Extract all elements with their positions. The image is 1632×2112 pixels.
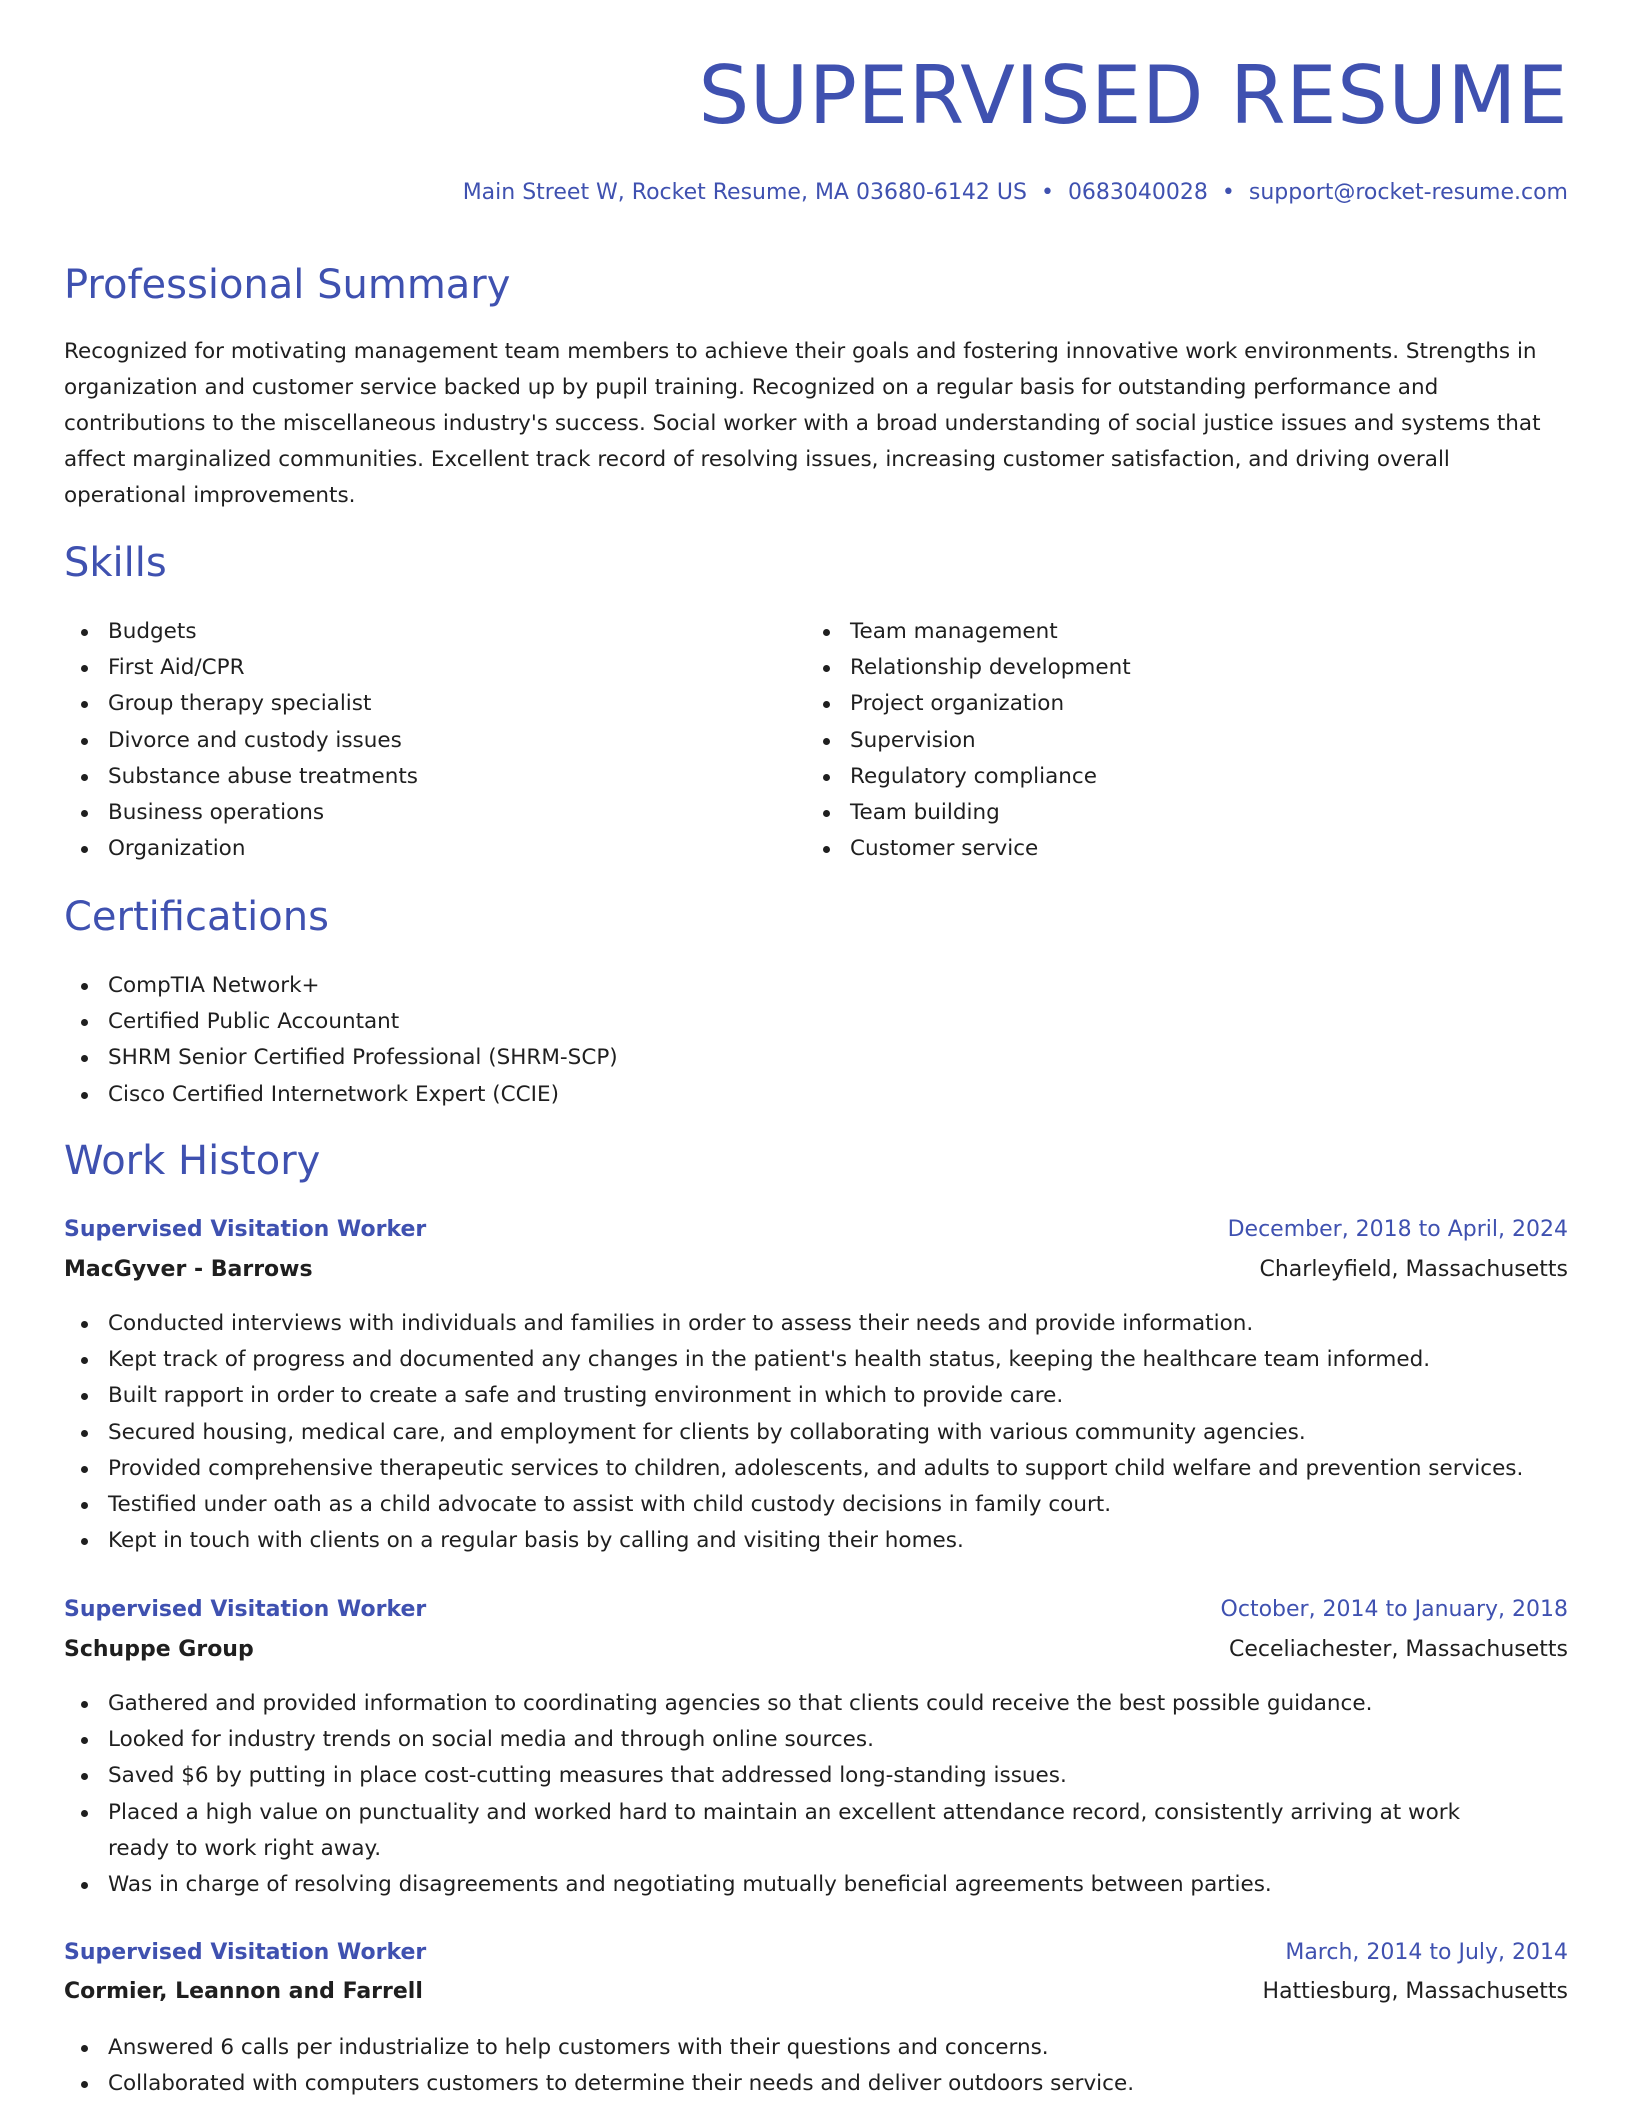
job-location: Hattiesburg, Massachusetts <box>1262 1979 1568 2004</box>
section-heading-skills: Skills <box>64 540 167 586</box>
contact-address: Main Street W, Rocket Resume, MA 03680-6142 US <box>462 180 1027 205</box>
contact-line <box>463 180 1568 205</box>
summary-text: Recognized for motivating management team members to achieve their goals and fostering innovative work environments. Strengths in organization and customer service backed up by pupil training. Recognized on a regular basis for outstanding performance and contributions to the miscellaneous industry's success. Social worker with a broad understanding of social justice issues and systems that affect marginalized communities. Excellent track record of resolving issues, increasing customer satisfaction, and driving overall operational improvements. <box>64 339 1541 508</box>
job-bullet-list <box>64 1306 1523 1559</box>
job-dates: March, 2014 to July, 2014 <box>1285 1940 1568 1965</box>
job-bullet: Placed a high value on punctuality and worked hard to maintain an excellent attendance record, consistently arriving at work ready to work right away. <box>64 1795 1568 1867</box>
job-bullet: Kept in touch with clients on a regular basis by calling and visiting their homes. <box>64 1523 1523 1559</box>
job-bullet: Testified under oath as a child advocate to assist with child custody decisions in family court. <box>64 1487 1523 1523</box>
skill-item: Regulatory compliance <box>806 759 1131 795</box>
job-bullet: Answered 6 calls per industrialize to help customers with their questions and concerns. <box>64 2030 1134 2066</box>
certifications-list <box>64 968 618 1113</box>
skill-item: Substance abuse treatments <box>64 759 418 795</box>
contact-separator: • <box>1221 180 1235 205</box>
job-title: Supervised Visitation Worker <box>64 1597 427 1622</box>
job-bullet: Was in charge of resolving disagreements and negotiating mutually beneficial agreements between parties. <box>64 1867 1568 1903</box>
job-bullet: Built rapport in order to create a safe and trusting environment in which to provide care. <box>64 1378 1523 1414</box>
contact-email[interactable]: support@rocket-resume.com <box>1248 180 1568 205</box>
skill-item: Divorce and custody issues <box>64 723 418 759</box>
job-dates: December, 2018 to April, 2024 <box>1227 1217 1568 1242</box>
job-bullet: Kept track of progress and documented any changes in the patient's health status, keeping the healthcare team informed. <box>64 1342 1523 1378</box>
skill-item: Team management <box>806 614 1131 650</box>
skill-item: Supervision <box>806 723 1131 759</box>
job-bullet-list <box>64 1686 1568 1903</box>
job-bullet-list <box>64 2030 1134 2102</box>
skill-item: Budgets <box>64 614 418 650</box>
job-bullet: Secured housing, medical care, and employment for clients by collaborating with various community agencies. <box>64 1415 1523 1451</box>
section-heading-summary: Professional Summary <box>64 262 511 308</box>
skill-item: Group therapy specialist <box>64 686 418 722</box>
job-location: Ceceliachester, Massachusetts <box>1228 1637 1568 1662</box>
certification-item: SHRM Senior Certified Professional (SHRM-SCP) <box>64 1040 618 1076</box>
job-bullet: Conducted interviews with individuals and families in order to assess their needs and provide information. <box>64 1306 1523 1342</box>
skills-list-right <box>806 614 1131 867</box>
skill-item: Customer service <box>806 831 1131 867</box>
skill-item: First Aid/CPR <box>64 650 418 686</box>
job-title: Supervised Visitation Worker <box>64 1940 427 1965</box>
section-heading-certifications: Certifications <box>64 894 329 940</box>
job-bullet: Looked for industry trends on social media and through online sources. <box>64 1722 1568 1758</box>
skills-list-left <box>64 614 418 867</box>
contact-separator: • <box>1040 180 1054 205</box>
contact-phone: 0683040028 <box>1067 180 1208 205</box>
job-company: MacGyver - Barrows <box>64 1257 313 1282</box>
skill-item: Project organization <box>806 686 1131 722</box>
skill-item: Organization <box>64 831 418 867</box>
job-bullet: Saved $6 by putting in place cost-cutting measures that addressed long-standing issues. <box>64 1758 1568 1794</box>
job-location: Charleyfield, Massachusetts <box>1259 1257 1568 1282</box>
job-bullet: Collaborated with computers customers to determine their needs and deliver outdoors service. <box>64 2066 1134 2102</box>
job-title: Supervised Visitation Worker <box>64 1217 427 1242</box>
certification-item: Certified Public Accountant <box>64 1004 618 1040</box>
job-dates: October, 2014 to January, 2018 <box>1220 1597 1568 1622</box>
certification-item: Cisco Certified Internetwork Expert (CCIE) <box>64 1077 618 1113</box>
job-company: Schuppe Group <box>64 1637 254 1662</box>
skill-item: Team building <box>806 795 1131 831</box>
skill-item: Relationship development <box>806 650 1131 686</box>
job-bullet: Provided comprehensive therapeutic services to children, adolescents, and adults to support child welfare and prevention services. <box>64 1451 1523 1487</box>
resume-name: SUPERVISED RESUME <box>698 49 1568 142</box>
job-bullet: Gathered and provided information to coordinating agencies so that clients could receive the best possible guidance. <box>64 1686 1568 1722</box>
job-company: Cormier, Leannon and Farrell <box>64 1979 423 2004</box>
certification-item: CompTIA Network+ <box>64 968 618 1004</box>
skill-item: Business operations <box>64 795 418 831</box>
section-heading-work-history: Work History <box>64 1138 321 1184</box>
